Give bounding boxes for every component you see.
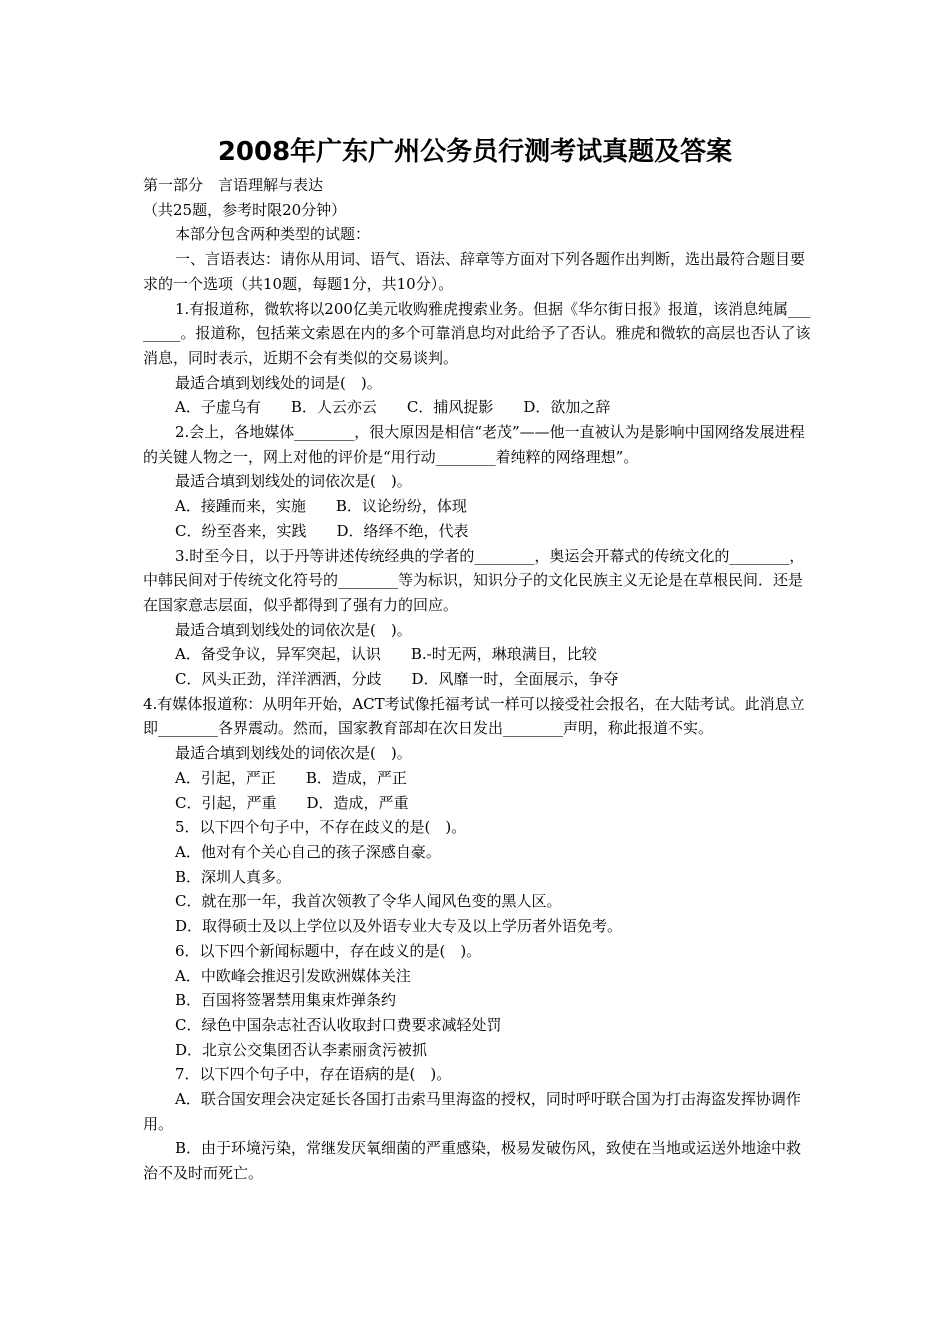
section-heading: 第一部分 言语理解与表达 <box>143 176 324 194</box>
question-7-stem: 7．以下四个句子中，存在语病的是( )。 <box>175 1065 452 1084</box>
question-2-prompt: 最适合填到划线处的词依次是( )。 <box>175 472 412 491</box>
question-5-option-c: C．就在那一年，我首次领教了令华人闻风色变的黑人区。 <box>175 892 562 911</box>
question-2-options-cd: C．纷至沓来，实践 D．络绎不绝，代表 <box>175 521 469 540</box>
question-3-prompt: 最适合填到划线处的词依次是( )。 <box>175 620 412 639</box>
question-2-options-ab: A．接踵而来，实施 B．议论纷纷，体现 <box>175 497 467 516</box>
question-1-prompt: 最适合填到划线处的词是( )。 <box>175 373 382 392</box>
question-6-option-d: D．北京公交集团否认李素丽贪污被抓 <box>175 1040 428 1059</box>
question-1-stem: 1.有报道称，微软将以200亿美元收购雅虎搜索业务。但据《华尔街日报》报道，该消息纯属________。报道称，包括莱文索恩在内的多个可靠消息均对此给予了否认。雅虎和微软的高层也否认了该消息，同时表示，近期不会有类似的交易谈判。 <box>143 299 811 367</box>
question-3-options-ab: A．备受争议，异军突起，认识 B.-时无两，琳琅满目，比较 <box>175 645 597 664</box>
question-5-option-d: D．取得硕士及以上学位以及外语专业大专及以上学历者外语免考。 <box>175 917 623 936</box>
question-4-prompt: 最适合填到划线处的词依次是( )。 <box>175 744 412 763</box>
section-note: （共25题，参考时限20分钟） <box>143 200 347 219</box>
intro-text: 本部分包含两种类型的试题： <box>175 225 371 244</box>
question-5-stem: 5．以下四个句子中，不存在歧义的是( )。 <box>175 818 467 837</box>
question-2-stem: 2.会上，各地媒体________，很大原因是相信“老茂”——他一直被认为是影响中国网络发展进程的关键人物之一，网上对他的评价是“用行动________着纯粹的网络理想”。 <box>143 423 805 466</box>
question-1-options: A．子虚乌有 B．人云亦云 C．捕风捉影 D．欲加之辞 <box>175 398 611 417</box>
question-6-option-a: A．中欧峰会推迟引发欧洲媒体关注 <box>175 966 411 985</box>
question-4-stem: 4.有媒体报道称：从明年开始，ACT考试像托福考试一样可以接受社会报名，在大陆考试。此消息立即________各界震动。然而，国家教育部却在次日发出________声明，称此报道不实。 <box>143 694 805 738</box>
question-7-option-b: B．由于环境污染，常继发厌氧细菌的严重感染，极易发破伤风，致使在当地或运送外地途中救治不及时而死亡。 <box>143 1139 802 1183</box>
question-6-stem: 6．以下四个新闻标题中，存在歧义的是( )。 <box>175 941 482 960</box>
question-7-option-a: A．联合国安理会决定延长各国打击索马里海盗的授权，同时呼吁联合国为打击海盗发挥协调作用。 <box>143 1090 801 1133</box>
document-title: 2008年广东广州公务员行测考试真题及答案 <box>217 137 733 167</box>
question-5-option-b: B．深圳人真多。 <box>175 867 292 886</box>
question-6-option-c: C．绿色中国杂志社否认收取封口费要求减轻处罚 <box>175 1015 502 1034</box>
document-body <box>143 173 815 1186</box>
question-6-option-b: B．百国将签署禁用集束炸弹条约 <box>175 991 397 1010</box>
instruction-text: 一、言语表达：请你从用词、语气、语法、辞章等方面对下列各题作出判断，选出最符合题目要求的一个选项（共10题，每题1分，共10分）。 <box>143 250 806 293</box>
question-4-options-ab: A．引起，严正 B．造成，严正 <box>175 768 407 787</box>
question-4-options-cd: C．引起，严重 D．造成，严重 <box>175 793 409 812</box>
question-5-option-a: A．他对有个关心自己的孩子深感自豪。 <box>175 842 441 861</box>
question-3-options-cd: C．风头正劲，洋洋洒洒，分歧 D．风靡一时，全面展示，争夺 <box>175 670 619 689</box>
question-3-stem: 3.时至今日，以于丹等讲述传统经典的学者的________，奥运会开幕式的传统文化的________，中韩民间对于传统文化符号的________等为标识，知识分子的文化民族主义无论是在草根民间．还是在国家意志层面，似乎都得到了强有力的回应。 <box>143 546 805 614</box>
